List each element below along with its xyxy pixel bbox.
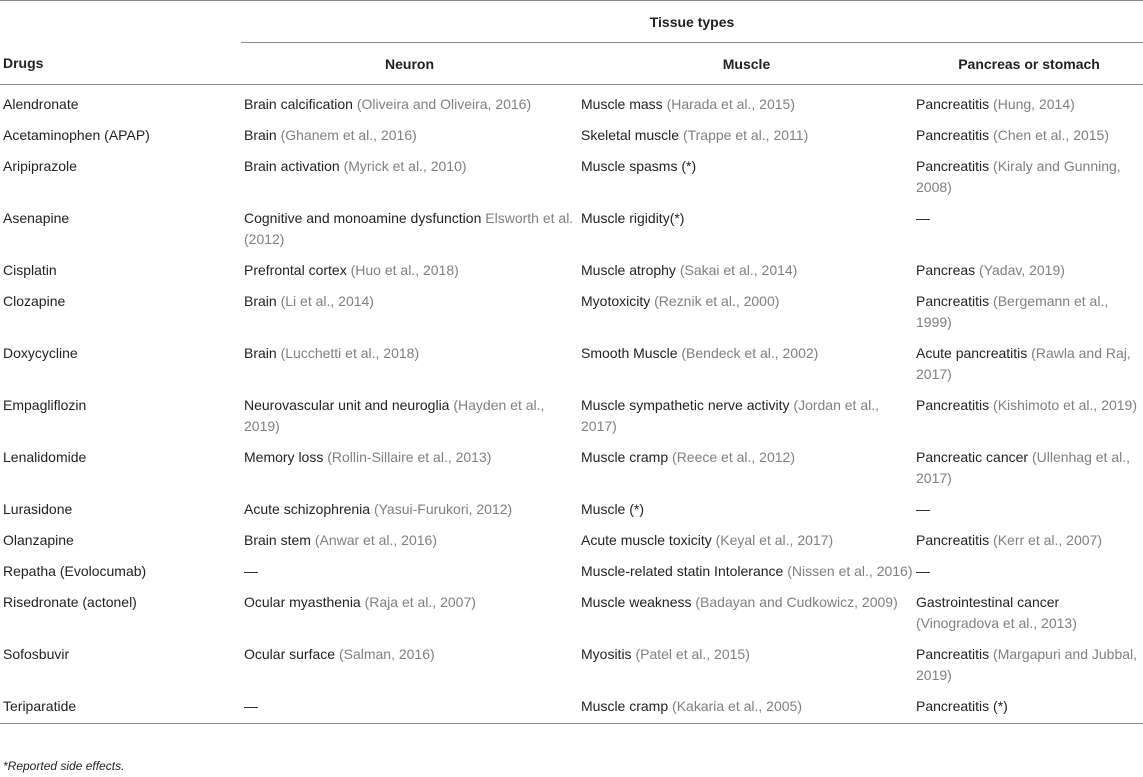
pancreas-cell — [915, 440, 1143, 492]
drug-cell: Lurasidone — [3, 501, 73, 517]
neuron-cell — [241, 523, 578, 554]
citation-link[interactable]: (Raja et al., 2007) — [364, 594, 476, 610]
citation-link[interactable]: (Sakai et al., 2014) — [679, 262, 798, 278]
table-row — [0, 523, 1143, 554]
citation-link[interactable]: (Salman, 2016) — [338, 646, 435, 662]
pancreas-cell — [915, 689, 1143, 724]
effect-text: — — [244, 563, 258, 579]
citation-link[interactable]: (Kakaria et al., 2005) — [672, 698, 802, 714]
citation-link[interactable]: (Patel et al., 2015) — [635, 646, 750, 662]
effect-text: Ocular surface — [244, 646, 339, 662]
group-header-row — [0, 1, 1143, 43]
drug-cell: Aripiprazole — [3, 158, 77, 174]
muscle-cell — [578, 388, 915, 440]
effect-text: Muscle (*) — [581, 501, 645, 517]
effect-text: Smooth Muscle — [581, 345, 682, 361]
drug-cell: Clozapine — [3, 293, 66, 309]
drug-cell: Doxycycline — [3, 345, 78, 361]
muscle-cell — [578, 637, 915, 689]
citation-link[interactable]: (Ghanem et al., 2016) — [280, 127, 417, 143]
neuron-cell — [241, 85, 578, 119]
muscle-cell — [578, 85, 915, 119]
effect-text: Acute pancreatitis — [916, 345, 1032, 361]
effect-text: Brain activation — [244, 158, 344, 174]
neuron-cell — [241, 585, 578, 637]
effect-text: Pancreatitis — [916, 127, 994, 143]
header-spacer — [0, 1, 241, 43]
drug-cell: Cisplatin — [3, 262, 57, 278]
effect-text: Myositis — [581, 646, 636, 662]
muscle-cell — [578, 492, 915, 523]
drug-cell: Repatha (Evolocumab) — [3, 563, 147, 579]
table-row — [0, 118, 1143, 149]
pancreas-cell — [915, 118, 1143, 149]
effect-text: Brain — [244, 345, 281, 361]
effect-text: Muscle weakness — [581, 594, 696, 610]
effect-text: Pancreatitis — [916, 158, 994, 174]
effect-text: Muscle sympathetic nerve activity — [581, 397, 794, 413]
table-body — [0, 85, 1143, 724]
effect-text: Memory loss — [244, 449, 328, 465]
citation-link[interactable]: (Reece et al., 2012) — [672, 449, 795, 465]
muscle-cell — [578, 585, 915, 637]
effect-text: Brain — [244, 293, 281, 309]
pancreas-cell — [915, 201, 1143, 253]
pancreas-cell — [915, 523, 1143, 554]
neuron-cell — [241, 149, 578, 201]
citation-link[interactable]: (Margapuri and Jubbal, 2019) — [916, 646, 1138, 683]
citation-link[interactable]: (Yasui-Furukori, 2012) — [373, 501, 513, 517]
footnote: *Reported side effects. — [3, 759, 125, 773]
effect-text: Ocular myasthenia — [244, 594, 365, 610]
table-row — [0, 149, 1143, 201]
table-row — [0, 388, 1143, 440]
citation-link[interactable]: (Kishimoto et al., 2019) — [993, 397, 1138, 413]
effect-text: Pancreatitis — [916, 96, 994, 112]
effect-text: Gastrointestinal cancer — [916, 594, 1060, 610]
muscle-cell — [578, 284, 915, 336]
effect-text: Brain — [244, 127, 281, 143]
citation-link[interactable]: (Harada et al., 2015) — [666, 96, 795, 112]
citation-link[interactable]: (Rollin-Sillaire et al., 2013) — [327, 449, 492, 465]
tissue-types-header: Tissue types — [241, 1, 1143, 43]
table-row — [0, 585, 1143, 637]
citation-link[interactable]: (Ullenhag et al., 2017) — [916, 449, 1131, 486]
table-row — [0, 85, 1143, 119]
citation-link[interactable]: (Keyal et al., 2017) — [715, 532, 834, 548]
neuron-cell — [241, 336, 578, 388]
table-row — [0, 554, 1143, 585]
drug-cell: Lenalidomide — [3, 449, 87, 465]
effect-text: Brain stem — [244, 532, 315, 548]
effect-text: — — [916, 210, 930, 226]
pancreas-cell — [915, 388, 1143, 440]
citation-link[interactable]: (Oliveira and Oliveira, 2016) — [356, 96, 532, 112]
effect-text: Pancreatitis — [916, 646, 994, 662]
muscle-cell — [578, 440, 915, 492]
effect-text: Pancreatitis — [916, 397, 994, 413]
pancreas-cell — [915, 284, 1143, 336]
column-header-muscle: Muscle — [578, 43, 915, 85]
pancreas-cell — [915, 253, 1143, 284]
effect-text: Pancreas — [916, 262, 980, 278]
pancreas-cell — [915, 492, 1143, 523]
pancreas-cell — [915, 336, 1143, 388]
effect-text: — — [244, 698, 258, 714]
effect-text: Muscle cramp — [581, 698, 673, 714]
effect-text: Acute schizophrenia — [244, 501, 374, 517]
citation-link[interactable]: (Badayan and Cudkowicz, 2009) — [695, 594, 898, 610]
effect-text: Neurovascular unit and neuroglia — [244, 397, 454, 413]
neuron-cell — [241, 201, 578, 253]
pancreas-cell — [915, 585, 1143, 637]
table-row — [0, 440, 1143, 492]
table-row — [0, 637, 1143, 689]
neuron-cell — [241, 388, 578, 440]
drug-cell: Risedronate (actonel) — [3, 594, 137, 610]
neuron-cell — [241, 118, 578, 149]
table-row — [0, 689, 1143, 724]
muscle-cell — [578, 201, 915, 253]
effect-text: Muscle spasms (*) — [581, 158, 697, 174]
citation-link[interactable]: (Myrick et al., 2010) — [343, 158, 467, 174]
muscle-cell — [578, 689, 915, 724]
effect-text: Pancreatitis (*) — [916, 698, 1008, 714]
neuron-cell — [241, 492, 578, 523]
effect-text: Muscle cramp — [581, 449, 673, 465]
neuron-cell — [241, 637, 578, 689]
citation-link[interactable]: (Chen et al., 2015) — [993, 127, 1110, 143]
table-row — [0, 336, 1143, 388]
citation-link[interactable]: (Kiraly and Gunning, 2008) — [916, 158, 1121, 195]
drug-cell: Olanzapine — [3, 532, 74, 548]
neuron-cell — [241, 554, 578, 585]
drug-cell: Asenapine — [3, 210, 70, 226]
citation-link[interactable]: (Nissen et al., 2016) — [787, 563, 913, 579]
drug-cell: Sofosbuvir — [3, 646, 70, 662]
citation-link[interactable]: (Anwar et al., 2016) — [314, 532, 437, 548]
citation-link[interactable]: (Reznik et al., 2000) — [654, 293, 780, 309]
effect-text: Prefrontal cortex — [244, 262, 351, 278]
effect-text: Myotoxicity — [581, 293, 655, 309]
column-header-pancreas: Pancreas or stomach — [915, 43, 1143, 85]
muscle-cell — [578, 523, 915, 554]
effect-text: — — [916, 563, 930, 579]
table-row — [0, 201, 1143, 253]
citation-link[interactable]: (Kerr et al., 2007) — [993, 532, 1102, 548]
muscle-cell — [578, 336, 915, 388]
muscle-cell — [578, 253, 915, 284]
effect-text: Acute muscle toxicity — [581, 532, 716, 548]
drug-cell: Acetaminophen (APAP) — [3, 127, 150, 143]
neuron-cell — [241, 284, 578, 336]
citation-link[interactable]: (Vinogradova et al., 2013) — [916, 615, 1077, 631]
citation-link[interactable]: (Lucchetti et al., 2018) — [280, 345, 420, 361]
citation-link[interactable]: (Hayden et al., 2019) — [244, 397, 545, 434]
citation-link[interactable]: (Jordan et al., 2017) — [581, 397, 880, 434]
effect-text: Pancreatitis — [916, 293, 994, 309]
citation-link[interactable]: Elsworth et al. (2012) — [244, 210, 574, 247]
effect-text: Cognitive and monoamine dysfunction — [244, 210, 486, 226]
table-row — [0, 492, 1143, 523]
citation-link[interactable]: (Yadav, 2019) — [979, 262, 1065, 278]
effect-text: Muscle mass — [581, 96, 667, 112]
table-row — [0, 253, 1143, 284]
citation-link[interactable]: (Li et al., 2014) — [280, 293, 374, 309]
column-header-neuron: Neuron — [241, 43, 578, 85]
drug-cell: Alendronate — [3, 96, 79, 112]
neuron-cell — [241, 440, 578, 492]
muscle-cell — [578, 149, 915, 201]
muscle-cell — [578, 118, 915, 149]
muscle-cell — [578, 554, 915, 585]
neuron-cell — [241, 689, 578, 724]
citation-link[interactable]: (Hung, 2014) — [993, 96, 1075, 112]
citation-link[interactable]: (Bendeck et al., 2002) — [681, 345, 819, 361]
effect-text: Brain calcification — [244, 96, 357, 112]
column-header-row — [0, 43, 1143, 85]
effect-text: Pancreatitis — [916, 532, 994, 548]
drug-cell: Empagliflozin — [3, 397, 87, 413]
pancreas-cell — [915, 85, 1143, 119]
citation-link[interactable]: (Huo et al., 2018) — [350, 262, 459, 278]
citation-link[interactable]: (Rawla and Raj, 2017) — [916, 345, 1131, 382]
pancreas-cell — [915, 554, 1143, 585]
effect-text: Muscle rigidity(*) — [581, 210, 685, 226]
column-header-drugs: Drugs — [0, 43, 241, 85]
pancreas-cell — [915, 637, 1143, 689]
effect-text: Skeletal muscle — [581, 127, 683, 143]
table-row — [0, 284, 1143, 336]
effect-text: — — [916, 501, 930, 517]
pancreas-cell — [915, 149, 1143, 201]
drug-cell: Teriparatide — [0, 689, 241, 724]
citation-link[interactable]: (Trappe et al., 2011) — [682, 127, 809, 143]
effect-text: Muscle-related statin Intolerance — [581, 563, 788, 579]
citation-link[interactable]: (Bergemann et al., 1999) — [916, 293, 1109, 330]
effect-text: Pancreatic cancer — [916, 449, 1032, 465]
effect-text: Muscle atrophy — [581, 262, 680, 278]
neuron-cell — [241, 253, 578, 284]
